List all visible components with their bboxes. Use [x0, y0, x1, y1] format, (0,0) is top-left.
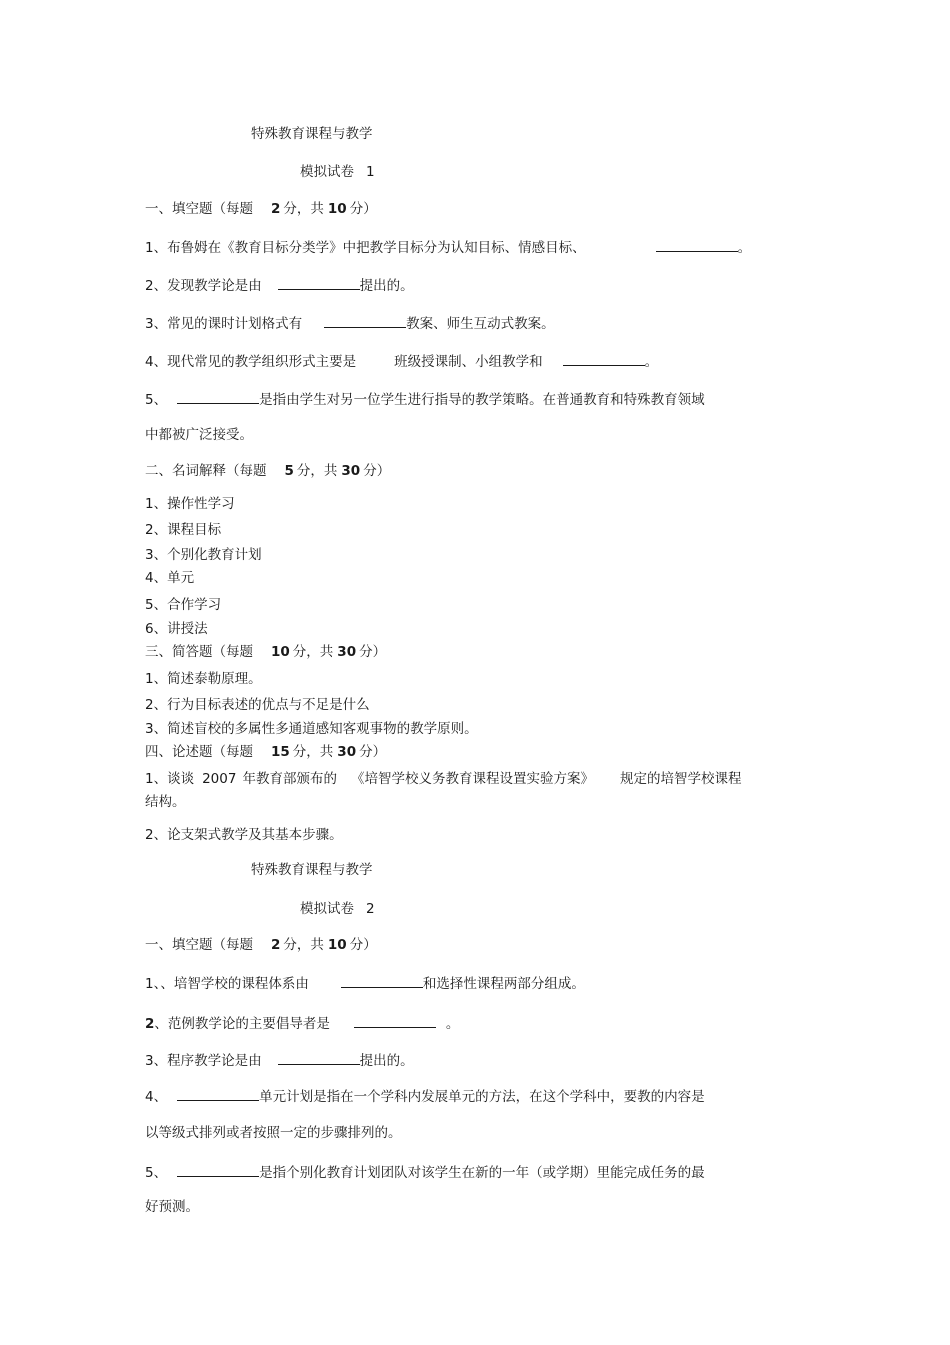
question-text: 1、、培智学校的课程体系由	[145, 976, 309, 992]
answer-blank	[278, 276, 360, 290]
term-item: 1、操作性学习	[145, 496, 235, 512]
exam1-q4	[145, 352, 658, 371]
term-item: 5、合作学习	[145, 597, 222, 613]
short-answer-item: 3、简述盲校的多属性多通道感知客观事物的教学原则。	[145, 721, 478, 737]
section-prefix: 二、名词解释（每题	[145, 463, 267, 479]
question-text-after: 提出的。	[359, 1053, 414, 1069]
exam2-subtitle	[300, 900, 375, 918]
section-mid: 分，共	[292, 644, 334, 660]
exam1-q2	[145, 276, 414, 295]
exam1-q3	[145, 314, 555, 333]
section-total-score: 30	[337, 644, 357, 660]
exam2-subtitle-label: 模拟试卷	[300, 901, 354, 917]
question-text: 4、现代常见的教学组织形式主要是	[145, 354, 357, 370]
question-text: 3、程序教学论是由	[145, 1053, 262, 1069]
question-text: 1、布鲁姆在《教育目标分类学》中把教学目标分为认知目标、情感目标、	[145, 240, 586, 256]
term-item: 6、讲授法	[145, 621, 208, 637]
section-total-score: 10	[327, 201, 347, 217]
exam1-q5	[145, 390, 705, 409]
answer-blank	[324, 314, 406, 328]
question-text-mid: 班级授课制、小组教学和	[394, 354, 543, 370]
exam1-title: 特殊教育课程与教学	[251, 126, 373, 142]
question-text: 5、	[145, 392, 168, 408]
exam2-title: 特殊教育课程与教学	[251, 862, 373, 878]
exam1-section2-heading	[145, 462, 390, 480]
section-suffix: 分）	[363, 463, 391, 479]
exam2-q1	[145, 974, 585, 993]
question-text-after: 教案、师生互动式教案。	[406, 316, 555, 332]
essay-year: 2007	[202, 771, 237, 787]
exam2-subtitle-num: 2	[366, 901, 375, 917]
section-mid: 分，共	[283, 937, 324, 953]
exam2-q2	[145, 1014, 459, 1033]
question-text-after: 提出的。	[359, 278, 414, 294]
question-text: 、范例教学论的主要倡导者是	[154, 1016, 330, 1032]
question-end: 。	[644, 354, 659, 370]
exam2-q4	[145, 1087, 705, 1106]
short-answer-item: 1、简述泰勒原理。	[145, 671, 262, 687]
exam2-section1-heading	[145, 936, 377, 954]
section-prefix: 四、论述题（每题	[145, 744, 253, 760]
section-per-score: 2	[271, 201, 281, 217]
essay-text: 年教育部颁布的	[242, 771, 337, 787]
question-text-after: 是指个别化教育计划团队对该学生在新的一年（或学期）里能完成任务的最	[259, 1165, 705, 1181]
section-per-score: 15	[271, 744, 290, 760]
section-per-score: 5	[284, 463, 294, 479]
exam1-q5-continued: 中都被广泛接受。	[145, 427, 253, 443]
essay-text: 《培智学校义务教育课程设置实验方案》	[350, 771, 594, 787]
answer-blank	[177, 1087, 259, 1101]
exam1-subtitle	[300, 163, 375, 181]
section-suffix: 分）	[349, 201, 377, 217]
section-mid: 分，共	[292, 744, 334, 760]
question-text-after: 单元计划是指在一个学科内发展单元的方法，在这个学科中，要教的内容是	[259, 1089, 705, 1105]
answer-blank	[563, 352, 645, 366]
section-suffix: 分）	[349, 937, 377, 953]
section-suffix: 分）	[359, 744, 387, 760]
section-prefix: 一、填空题（每题	[145, 937, 253, 953]
question-text-after: 是指由学生对另一位学生进行指导的教学策略。在普通教育和特殊教育领域	[259, 392, 705, 408]
answer-blank	[177, 390, 259, 404]
section-mid: 分，共	[283, 201, 324, 217]
term-item: 4、单元	[145, 570, 195, 586]
answer-blank	[354, 1014, 436, 1028]
exam1-subtitle-num: 1	[366, 164, 375, 180]
question-end: 。	[445, 1016, 460, 1032]
section-per-score: 2	[271, 937, 281, 953]
term-item: 2、课程目标	[145, 522, 222, 538]
section-prefix: 三、简答题（每题	[145, 644, 253, 660]
section-total-score: 30	[337, 744, 357, 760]
question-text: 2、发现教学论是由	[145, 278, 262, 294]
answer-blank	[656, 238, 738, 252]
exam1-essay1-continued: 结构。	[145, 794, 186, 810]
exam1-section4-heading	[145, 743, 386, 761]
exam1-section1-heading	[145, 200, 377, 218]
exam2-q4-continued: 以等级式排列或者按照一定的步骤排列的。	[145, 1125, 402, 1141]
exam2-q5-continued: 好预测。	[145, 1199, 199, 1215]
exam1-essay1	[145, 770, 741, 788]
question-text: 4、	[145, 1089, 168, 1105]
question-text: 3、常见的课时计划格式有	[145, 316, 303, 332]
exam2-q5	[145, 1163, 705, 1182]
answer-blank	[341, 974, 423, 988]
section-prefix: 一、填空题（每题	[145, 201, 253, 217]
section-mid: 分，共	[296, 463, 338, 479]
exam1-essay2: 2、论支架式教学及其基本步骤。	[145, 827, 343, 843]
exam1-subtitle-label: 模拟试卷	[300, 164, 354, 180]
exam1-section3-heading	[145, 643, 386, 661]
answer-blank	[278, 1051, 360, 1065]
section-suffix: 分）	[359, 644, 387, 660]
exam2-q3	[145, 1051, 414, 1070]
exam1-q1	[145, 238, 751, 257]
question-text-after: 和选择性课程两部分组成。	[422, 976, 585, 992]
question-end: 。	[737, 240, 752, 256]
section-total-score: 30	[341, 463, 361, 479]
answer-blank	[177, 1163, 259, 1177]
question-text: 5、	[145, 1165, 168, 1181]
essay-text: 规定的培智学校课程	[619, 771, 742, 787]
question-number: 2	[145, 1016, 155, 1032]
short-answer-item: 2、行为目标表述的优点与不足是什么	[145, 697, 370, 713]
essay-text: 1、谈谈	[145, 771, 195, 787]
section-per-score: 10	[271, 644, 290, 660]
section-total-score: 10	[327, 937, 347, 953]
term-item: 3、个别化教育计划	[145, 547, 262, 563]
